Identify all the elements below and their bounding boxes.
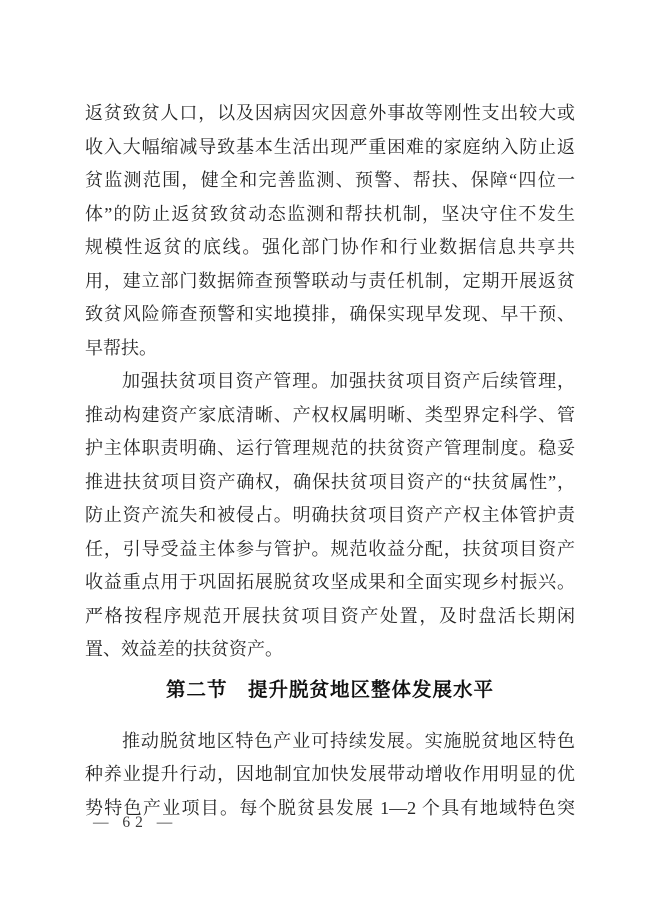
text-line: 致贫风险筛查预警和实地摸排，确保实现早发现、早干预、 [85,304,575,324]
paragraph-industry-development [85,725,575,826]
text-line: 推动构建资产家底清晰、产权权属明晰、类型界定科学、管 [85,404,575,425]
text-line: 用，建立部门数据筛查预警联动与责任机制，定期开展返贫 [85,270,575,291]
text-line: 置、效益差的扶贫资产。 [85,639,283,659]
section-heading: 第二节 提升脱贫地区整体发展水平 [165,679,494,701]
text-line: 防止资产流失和被侵占。明确扶贫项目资产产权主体管护责 [85,505,575,525]
page-number: — 62 — [93,814,178,831]
text-line: 护主体职责明确、运行管理规范的扶贫资产管理制度。稳妥 [85,438,575,458]
text-line: 推动脱贫地区特色产业可持续发展。实施脱贫地区特色 [122,730,575,751]
text-line: 推进扶贫项目资产确权，确保扶贫项目资产的“扶贫属性”， [85,471,575,492]
document-body [85,97,575,825]
text-line: 任，引导受益主体参与管护。规范收益分配，扶贫项目资产 [85,538,575,559]
text-line: 收益重点用于巩固拓展脱贫攻坚成果和全面实现乡村振兴。 [85,572,575,592]
text-line: 早帮扶。 [85,337,157,358]
text-line: 势特色产业项目。每个脱贫县发展 1—2 个具有地域特色突 [85,797,575,818]
text-line: 规模性返贫的底线。强化部门协作和行业数据信息共享共 [85,237,575,257]
paragraph-asset-management [85,365,575,667]
paragraph-return-poverty-monitoring [85,97,575,365]
text-line: 种养业提升行动，因地制宜加快发展带动增收作用明显的优 [85,764,575,784]
text-line: 体”的防止返贫致贫动态监测和帮扶机制，坚决守住不发生 [85,203,575,224]
text-line: 贫监测范围，健全和完善监测、预警、帮扶、保障“四位一 [85,170,575,190]
text-line: 严格按程序规范开展扶贫项目资产处置，及时盘活长期闲 [85,605,575,626]
text-line: 返贫致贫人口，以及因病因灾因意外事故等刚性支出较大或 [85,103,575,123]
text-line: 加强扶贫项目资产管理。加强扶贫项目资产后续管理， [122,371,575,391]
text-line: 收入大幅缩减导致基本生活出现严重困难的家庭纳入防止返 [85,136,575,157]
